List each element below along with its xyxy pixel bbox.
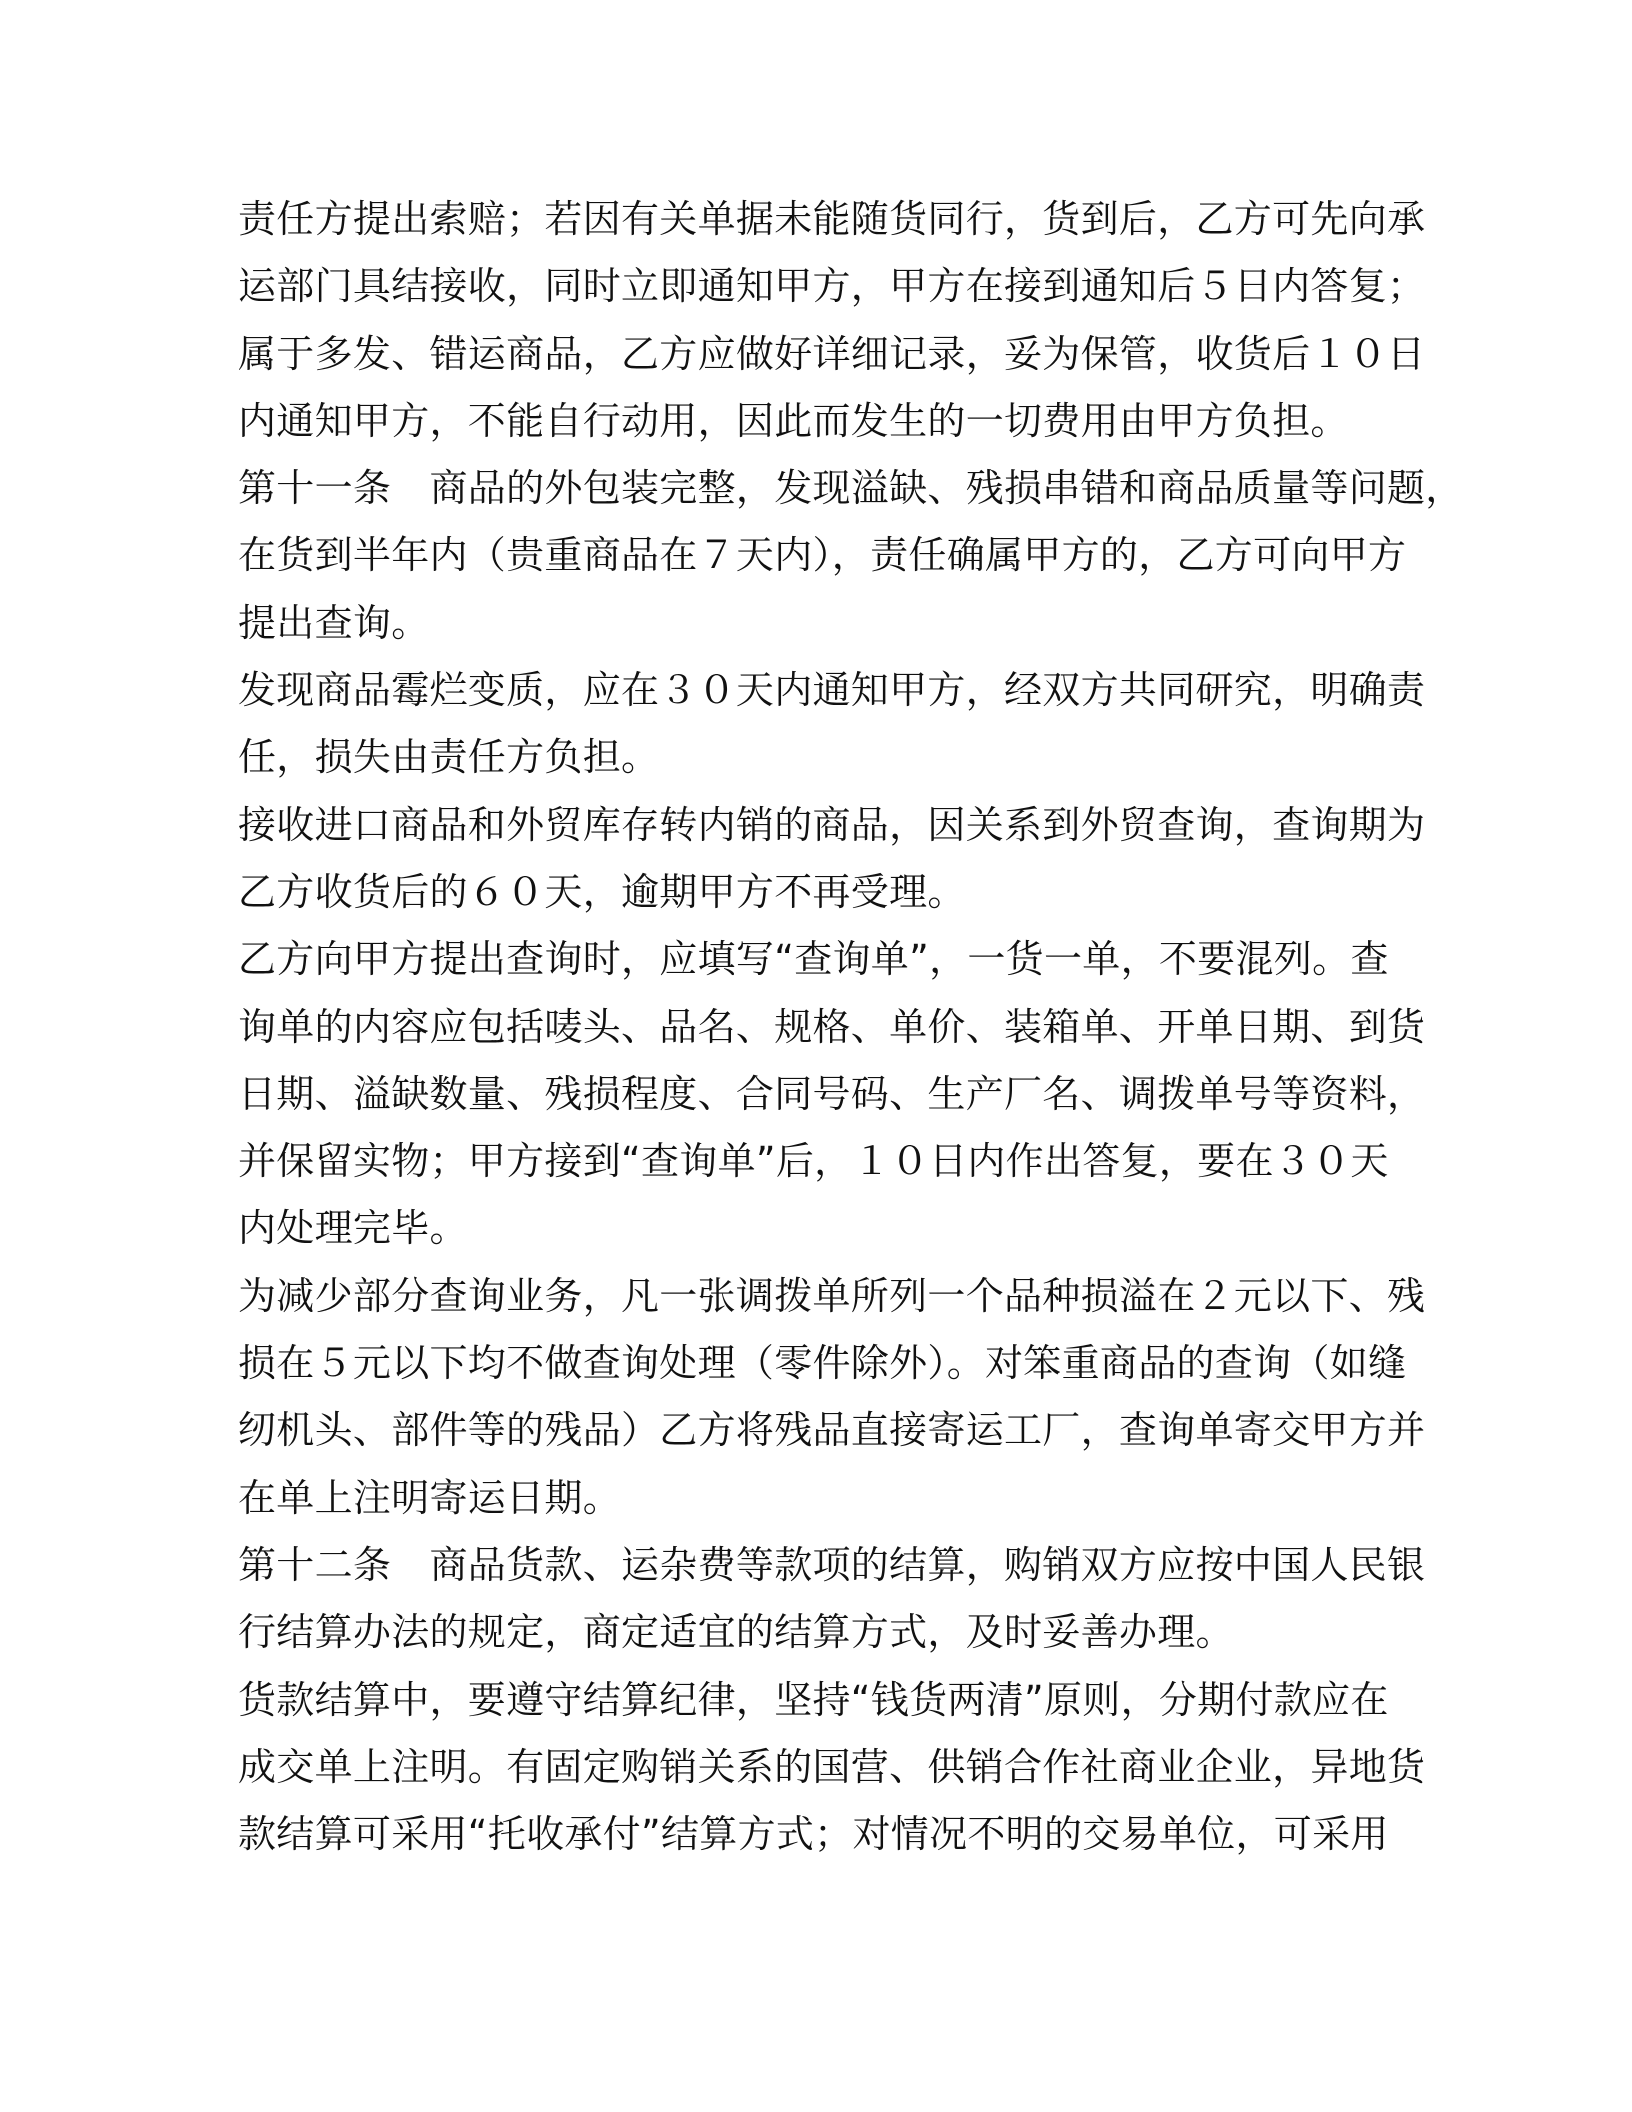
text-line-10: 接收进口商品和外贸库存转内销的商品，因关系到外贸查询，查询期为: [238, 802, 1426, 847]
text-line-3: 属于多发、错运商品，乙方应做好详细记录，妥为保管，收货后１０日: [238, 331, 1426, 376]
text-line-12: 乙方向甲方提出查询时，应填写“查询单”，一货一单，不要混列。查: [238, 937, 1389, 982]
text-line-24: 成交单上注明。有固定购销关系的国营、供销合作社商业企业，异地货: [238, 1744, 1426, 1789]
text-line-23: 货款结算中，要遵守结算纪律，坚持“钱货两清”原则，分期付款应在: [238, 1677, 1389, 1722]
text-line-4: 内通知甲方，不能自行动用，因此而发生的一切费用由甲方负担。: [238, 398, 1349, 443]
text-line-1: 责任方提出索赔；若因有关单据未能随货同行，货到后，乙方可先向承: [238, 197, 1426, 241]
text-line-13: 询单的内容应包括唛头、品名、规格、单价、装箱单、开单日期、到货: [238, 1004, 1426, 1049]
text-line-20: 在单上注明寄运日期。: [238, 1475, 622, 1520]
text-line-6: 在货到半年内（贵重商品在７天内），责任确属甲方的，乙方可向甲方: [238, 533, 1407, 578]
text-line-19: 纫机头、部件等的残品）乙方将残品直接寄运工厂，查询单寄交甲方并: [238, 1408, 1426, 1453]
article-12-heading-line: 第十二条 商品货款、运杂费等款项的结算，购销双方应按中国人民银: [238, 1542, 1426, 1587]
contract-body-text: [238, 186, 1464, 1868]
text-line-16: 内处理完毕。: [238, 1206, 468, 1251]
text-line-25: 款结算可采用“托收承付”结算方式；对情况不明的交易单位，可采用: [238, 1812, 1389, 1857]
text-line-7: 提出查询。: [238, 600, 430, 645]
text-line-2: 运部门具结接收，同时立即通知甲方，甲方在接到通知后５日内答复；: [238, 264, 1426, 309]
text-line-11: 乙方收货后的６０天，逾期甲方不再受理。: [238, 869, 966, 914]
article-11-heading-line: 第十一条 商品的外包装完整，发现溢缺、残损串错和商品质量等问题，: [238, 466, 1464, 511]
text-line-8: 发现商品霉烂变质，应在３０天内通知甲方，经双方共同研究，明确责: [238, 668, 1426, 713]
text-line-18: 损在５元以下均不做查询处理（零件除外）。对笨重商品的查询（如缝: [238, 1341, 1407, 1386]
text-line-17: 为减少部分查询业务，凡一张调拨单所列一个品种损溢在２元以下、残: [238, 1273, 1426, 1318]
text-line-14: 日期、溢缺数量、残损程度、合同号码、生产厂名、调拨单号等资料，: [238, 1071, 1426, 1116]
text-line-22: 行结算办法的规定，商定适宜的结算方式，及时妥善办理。: [238, 1610, 1234, 1655]
text-line-15: 并保留实物；甲方接到“查询单”后，１０日内作出答复，要在３０天: [238, 1139, 1389, 1184]
text-line-9: 任，损失由责任方负担。: [238, 735, 660, 780]
